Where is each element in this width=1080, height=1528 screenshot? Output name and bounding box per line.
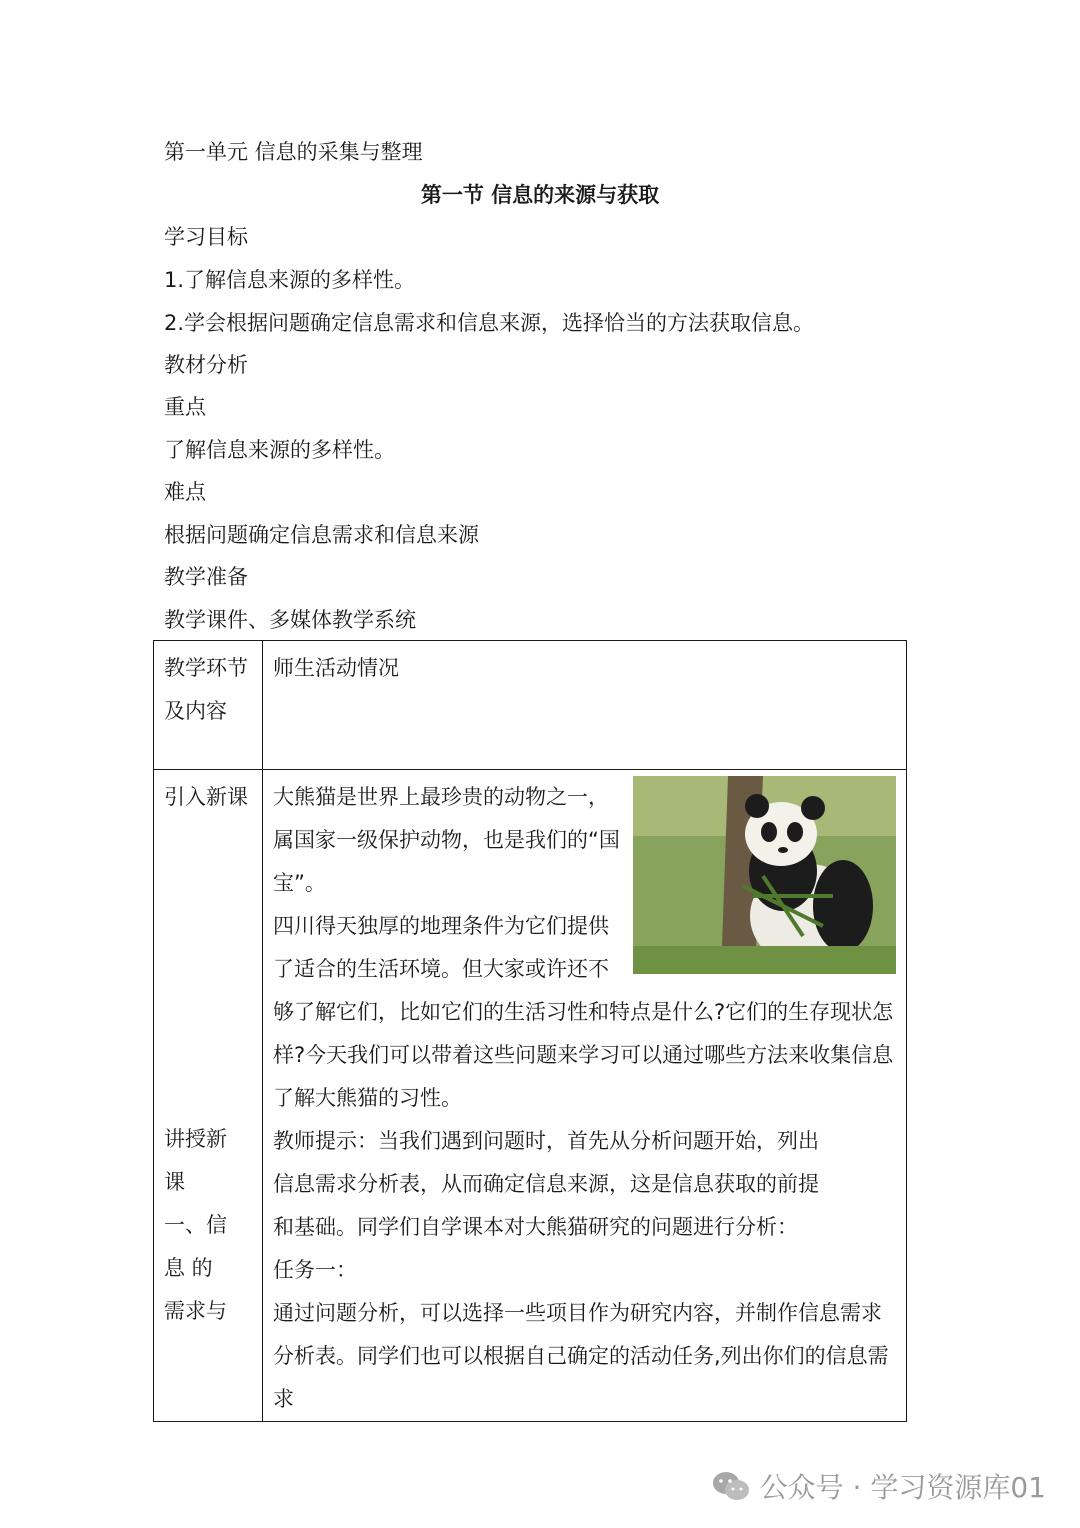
task-label: 任务一： xyxy=(273,1258,357,1282)
table-row xyxy=(154,770,907,1422)
table-header-row xyxy=(154,641,907,770)
unit-heading: 第一单元 信息的采集与整理 xyxy=(164,140,423,164)
heading-analysis: 教材分析 xyxy=(164,353,248,377)
stage-intro: 引入新课 xyxy=(164,785,248,809)
watermark-text: 公众号 · 学习资源库01 xyxy=(759,1471,1046,1504)
wechat-icon xyxy=(712,1471,750,1501)
heading-goals: 学习目标 xyxy=(164,225,248,249)
goal-2: 2.学会根据问题确定信息需求和信息来源，选择恰当的方法获取信息。 xyxy=(164,311,815,335)
header-cell-activity: 师生活动情况 xyxy=(263,641,907,770)
preparation-text: 教学课件、多媒体教学系统 xyxy=(164,608,416,632)
key-point-text: 了解信息来源的多样性。 xyxy=(164,438,395,462)
header-cell-stage: 教学环节及内容 xyxy=(154,641,263,770)
intro-paragraph-1: 大熊猫是世界上最珍贵的动物之一，属国家一级保护动物，也是我们的“国宝”。 xyxy=(273,785,620,895)
heading-preparation: 教学准备 xyxy=(164,565,248,589)
teacher-tip: 教师提示：当我们遇到问题时，首先从分析问题开始，列出信息需求分析表，从而确定信息来源，这是信息获取的前提和基础。同学们自学课本对大熊猫研究的问题进行分析： xyxy=(273,1129,819,1239)
task-text: 通过问题分析，可以选择一些项目作为研究内容，并制作信息需求分析表。同学们也可以根据自己确定的活动任务,列出你们的信息需求 xyxy=(273,1301,889,1411)
watermark xyxy=(712,1466,1046,1506)
heading-difficulty: 难点 xyxy=(164,480,206,504)
stage-cell xyxy=(154,770,263,1422)
lesson-table xyxy=(153,640,907,1422)
stage-teaching: 讲授新课 一、信息 的需求与 xyxy=(164,1127,227,1323)
panda-photo xyxy=(633,776,896,974)
activity-cell xyxy=(263,770,907,1422)
heading-key-point: 重点 xyxy=(164,395,206,419)
difficulty-text: 根据问题确定信息需求和信息来源 xyxy=(164,523,479,547)
section-title: 第一节 信息的来源与获取 xyxy=(420,183,660,207)
intro-paragraph-2: 四川得天独厚的地理条件为它们提供了适合的生活环境。但大家或许还不够了解它们，比如它们的生活习性和特点是什么?它们的生存现状怎样?今天我们可以带着这些问题来学习可以通过哪些方法来收集信息了解大熊猫的习性。 xyxy=(273,914,894,1110)
goal-1: 1.了解信息来源的多样性。 xyxy=(164,268,416,292)
